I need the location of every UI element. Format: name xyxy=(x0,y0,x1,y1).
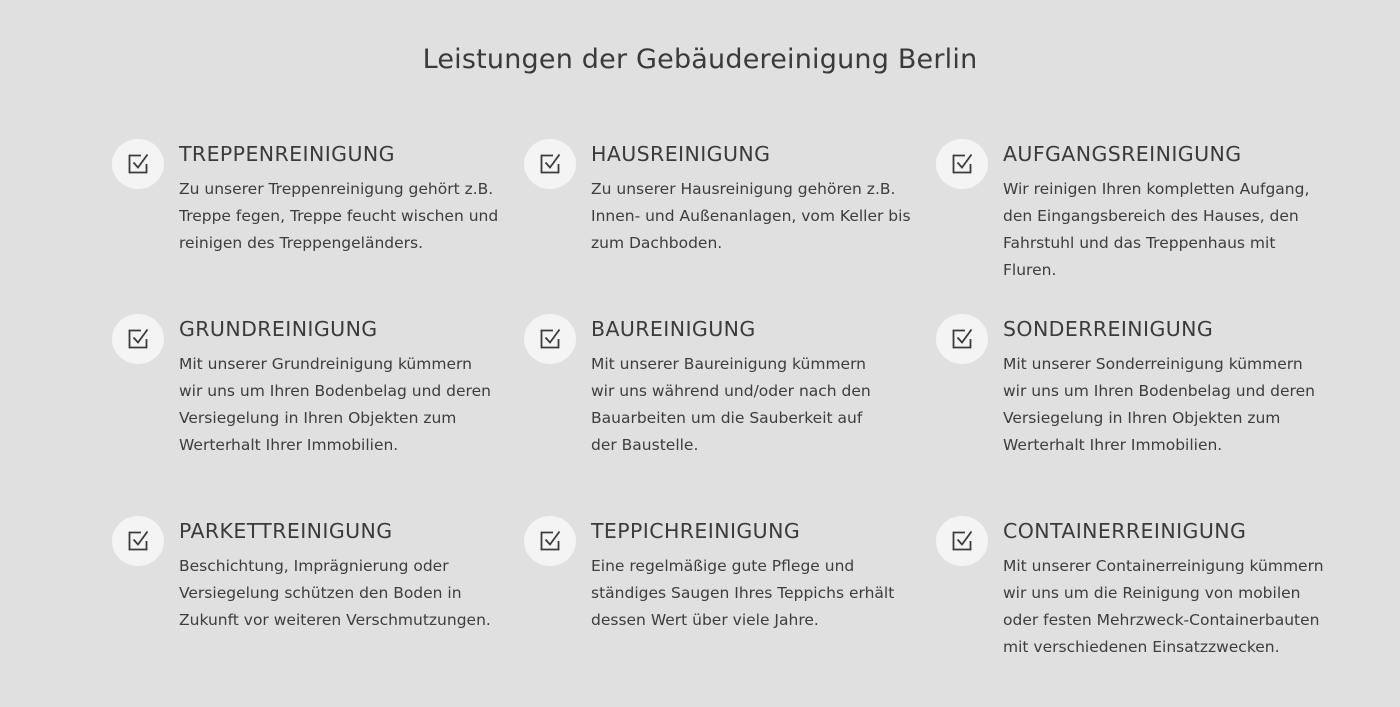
service-description: Mit unserer Grundreinigung kümmern wir uns um Ihren Bodenbelag und deren Versiegelung in Ihren Objekten zum Werterhalt Ihrer Immobilien. xyxy=(179,355,491,454)
service-title: CONTAINERREINIGUNG xyxy=(1003,519,1247,543)
service-description: Zu unserer Treppenreinigung gehört z.B. Treppe fegen, Treppe feucht wischen und reinigen des Treppengeländers. xyxy=(179,180,499,252)
checkbox-checked-icon xyxy=(936,516,988,566)
service-description: Beschichtung, Imprägnierung oder Versiegelung schützen den Boden in Zukunft vor weiteren Verschmutzungen. xyxy=(179,557,491,629)
service-description: Zu unserer Hausreinigung gehören z.B. Innen- und Außenanlagen, vom Keller bis zum Dachboden. xyxy=(591,180,911,252)
service-description: Mit unserer Containerreinigung kümmern wir uns um die Reinigung von mobilen oder festen Mehrzweck-Containerbauten mit verschiedenen Einsatzzwecken. xyxy=(1003,557,1324,656)
service-title: AUFGANGSREINIGUNG xyxy=(1003,142,1242,166)
service-title: HAUSREINIGUNG xyxy=(591,142,771,166)
service-description: Mit unserer Baureinigung kümmern wir uns während und/oder nach den Bauarbeiten um die Sauberkeit auf der Baustelle. xyxy=(591,355,871,454)
service-title: SONDERREINIGUNG xyxy=(1003,317,1214,341)
service-title: PARKETTREINIGUNG xyxy=(179,519,393,543)
checkbox-checked-icon xyxy=(524,314,576,364)
checkbox-checked-icon xyxy=(112,139,164,189)
checkbox-checked-icon xyxy=(524,139,576,189)
service-title: TEPPICHREINIGUNG xyxy=(591,519,801,543)
checkbox-checked-icon xyxy=(936,139,988,189)
service-title: GRUNDREINIGUNG xyxy=(179,317,378,341)
checkbox-checked-icon xyxy=(524,516,576,566)
service-title: BAUREINIGUNG xyxy=(591,317,756,341)
section-title: Leistungen der Gebäudereinigung Berlin xyxy=(422,44,978,75)
service-title: TREPPENREINIGUNG xyxy=(179,142,395,166)
service-description: Wir reinigen Ihren kompletten Aufgang, den Eingangsbereich des Hauses, den Fahrstuhl und das Treppenhaus mit Fluren. xyxy=(1003,180,1310,279)
checkbox-checked-icon xyxy=(112,516,164,566)
checkbox-checked-icon xyxy=(936,314,988,364)
service-description: Eine regelmäßige gute Pflege und ständiges Saugen Ihres Teppichs erhält dessen Wert über viele Jahre. xyxy=(591,557,895,629)
checkbox-checked-icon xyxy=(112,314,164,364)
service-description: Mit unserer Sonderreinigung kümmern wir uns um Ihren Bodenbelag und deren Versiegelung in Ihren Objekten zum Werterhalt Ihrer Immobilien. xyxy=(1003,355,1315,454)
